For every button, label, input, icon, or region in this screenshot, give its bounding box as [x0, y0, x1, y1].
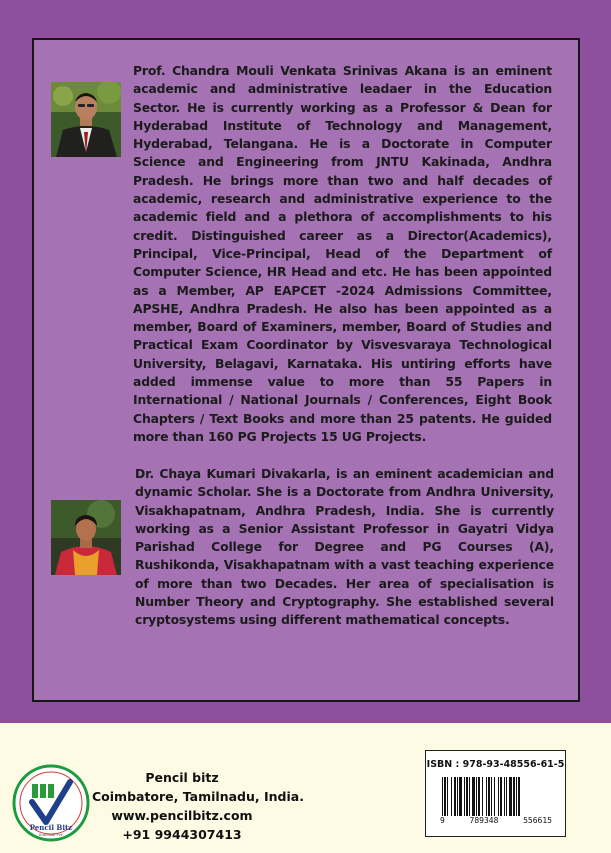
author-photo-1: [51, 82, 121, 157]
barcode-bar: [498, 777, 499, 817]
author-bio-panel: [32, 38, 580, 702]
barcode-bar: [464, 777, 465, 817]
publisher-info: [92, 768, 304, 844]
publisher-name: Pencil bitz: [145, 770, 219, 785]
author-bio-2: [135, 465, 554, 630]
logo-text: Pencil Bitz: [29, 823, 73, 832]
barcode-bar: [494, 777, 495, 817]
barcode-bar: [451, 777, 452, 817]
barcode-digits: [440, 816, 552, 825]
barcode-bar: [454, 777, 456, 817]
barcode-bar: [506, 777, 507, 817]
author-bio-1: [133, 62, 552, 446]
barcode-bar: [513, 777, 515, 817]
author-bio-2-text: Dr. Chaya Kumari Divakarla, is an eminent academician and dynamic Scholar. She is a Doctorate from Andhra University, Visakhapatnam, Andhra Pradesh, India. She is currently working as a Senior Assistant Professor in Gayatri Vidya Parishad College for Degree and PG Courses (A), Rushikonda, Visakhapatnam with a vast teaching experience of more than two Decades. Her area of specialisation is Number Theory and Cryptography. She established several cryptosystems using different mathematical concepts.: [135, 466, 554, 628]
publisher-logo: [12, 764, 90, 842]
barcode-bar: [509, 777, 512, 817]
publisher-footer: [0, 723, 611, 853]
logo-tagline: Gratitude Pvt.: [38, 833, 64, 837]
barcode-bar: [459, 777, 462, 817]
barcode-bar: [488, 777, 490, 817]
barcode-bar: [516, 777, 517, 817]
barcode-bar: [476, 777, 477, 817]
barcode-bar: [486, 777, 487, 817]
author-bio-1-text: Prof. Chandra Mouli Venkata Srinivas Akana is an eminent academic and administrative leadaer in the Education Sector. He is currently working as a Professor & Dean for Hyderabad Institute of Technology and Management, Hyderabad, Telangana. He is a Doctorate in Computer Science and Engineering from JNTU Kakinada, Andhra Pradesh. He brings more than two and half decades of academic, research and administrative experience to the academic field and a plethora of accomplishments to his credit. Distinguished career as a Director(Academics), Principal, Vice-Principal, Head of the Department of Computer Science, HR Head and etc. He has been appointed as a Member, AP EAPCET -2024 Admissions Committee, APSHE, Andhra Pradesh. He also has been appointed as a member, Board of Examiners, member, Board of Studies and Practical Exam Coordinator by Visvesvaraya Technological University, Belagavi, Karnataka. His untiring efforts have added immense value to more than 55 Papers in International / National Journals / Conferences, Eight Book Chapters / Text Books and more than 25 patents. He guided more than 160 PG Projects 15 UG Projects.: [133, 63, 552, 444]
barcode-bar: [466, 777, 468, 817]
barcode-bar: [478, 777, 480, 817]
publisher-address: Coimbatore, Tamilnadu, India.: [92, 789, 304, 804]
barcode-bar: [472, 777, 475, 817]
isbn-label: ISBN : 978-93-48556-61-5: [426, 759, 565, 770]
barcode-bar: [504, 777, 505, 817]
barcode-bar: [491, 777, 492, 817]
barcode-digit-group: 789348: [469, 816, 499, 825]
barcode-bar: [447, 777, 448, 817]
barcode-bar: [500, 777, 502, 817]
isbn-barcode-box: [425, 750, 566, 837]
barcode-digit-group: 556615: [523, 816, 552, 825]
barcode-digit-group: 9: [440, 816, 445, 825]
publisher-website[interactable]: www.pencilbitz.com: [111, 808, 253, 823]
publisher-phone: +91 9944307413: [122, 827, 242, 842]
barcode-bar: [457, 777, 458, 817]
barcode-bar: [469, 777, 470, 817]
author-photo-2: [51, 500, 121, 575]
